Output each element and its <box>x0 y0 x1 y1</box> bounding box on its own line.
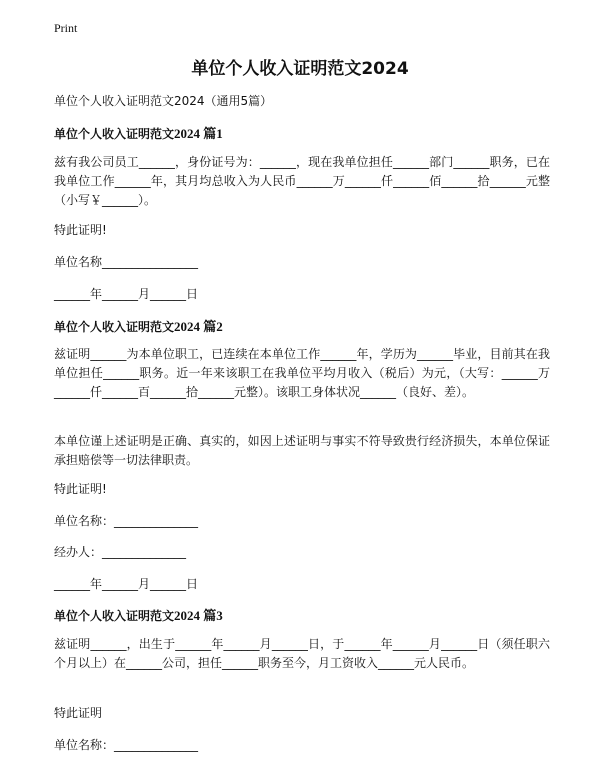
section-1-paragraph: 兹有我公司员工______，身份证号为：______，现在我单位担任______部门______职务，已在我单位工作______年，其月均总收入为人民币______万______仟______佰______拾______元整（小写￥______）。 <box>54 155 550 207</box>
section-heading-2 <box>54 317 550 337</box>
section-heading-1-number: 2024 篇1 <box>174 126 223 141</box>
print-link[interactable]: Print <box>54 21 78 35</box>
section-heading-3-number: 2024 篇3 <box>174 608 223 623</box>
section-2-handler: 经办人：______________ <box>54 545 187 559</box>
section-heading-2-text: 单位个人收入证明范文 <box>54 320 175 334</box>
section-3-certify: 特此证明 <box>54 706 103 720</box>
section-2-statement: 本单位谨上述证明是正确、真实的，如因上述证明与事实不符导致贵行经济损失，本单位保证承担赔偿等一切法律职责。 <box>54 434 550 467</box>
document-subtitle: 单位个人收入证明范文2024（通用5篇） <box>54 94 273 108</box>
page-title: 单位个人收入证明范文2024 <box>191 59 409 79</box>
section-2-certify: 特此证明! <box>54 482 107 496</box>
section-1-date: ______年______月______日 <box>54 287 199 301</box>
section-heading-3-text: 单位个人收入证明范文 <box>54 609 175 623</box>
section-2-unit-name: 单位名称：______________ <box>54 514 199 528</box>
section-1-certify: 特此证明! <box>54 223 107 237</box>
section-heading-2-number: 2024 篇2 <box>174 319 223 334</box>
section-2-date: ______年______月______日 <box>54 577 199 591</box>
section-heading-3 <box>54 606 550 626</box>
section-2-paragraph: 兹证明______为本单位职工，已连续在本单位工作______年，学历为______毕业，目前其在我单位担任______职务。近一年来该职工在我单位平均月收入（税后）为元，（大写：______万______仟______百______拾______元整）。该职工身体状况______（良好、差）。 <box>54 347 550 399</box>
section-heading-1 <box>54 124 550 144</box>
section-1-unit-name: 单位名称________________ <box>54 255 199 269</box>
section-heading-1-text: 单位个人收入证明范文 <box>54 127 175 141</box>
section-3-unit-name: 单位名称：______________ <box>54 738 199 752</box>
section-3-paragraph: 兹证明______，出生于______年______月______日，于______年______月______日（须任职六个月以上）在______公司，担任______职务至今，月工资收入______元人民币。 <box>54 637 550 670</box>
